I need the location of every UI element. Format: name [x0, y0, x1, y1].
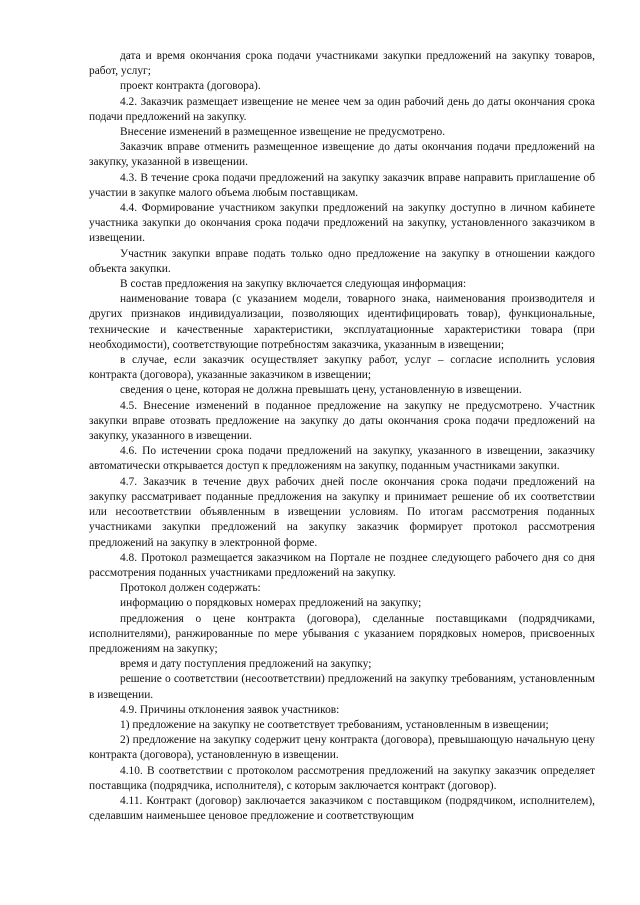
paragraph-15: 4.7. Заказчик в течение двух рабочих дней после окончания срока подачи предложений на закупку рассматривает поданные предложения на закупку и принимает решение об их соответствии или несоответствии объявленным в извещении условиям. По итогам рассмотрения поданных участниками закупки предложений на закупку заказчик формирует протокол рассмотрения предложений на закупку в электронной форме. [89, 475, 595, 549]
paragraph-16: 4.8. Протокол размещается заказчиком на Портале не позднее следующего рабочего дня со дня рассмотрения поданных участниками предложений на закупку. [89, 551, 595, 579]
paragraph-1: дата и время окончания срока подачи участниками закупки предложений на закупку товаров, работ, услуг; [89, 50, 595, 78]
paragraph-23: 1) предложение на закупку не соответствует требованиям, установленным в извещении; [120, 718, 549, 731]
paragraph-10: наименование товара (с указанием модели, товарного знака, наименования производителя и других признаков индивидуализации, позволяющих идентифицировать товар), функциональные, технические и качественные характеристики, эксплуатационные характеристики товара (при необходимости), соответствующие потребностям заказчика, указанным в извещении; [89, 293, 595, 351]
paragraph-21: решение о соответствии (несоответствии) предложений на закупку требованиям, установленным в извещении. [89, 673, 595, 701]
paragraph-6: 4.3. В течение срока подачи предложений на закупку заказчик вправе направить приглашение об участии в закупке малого объема любым поставщикам. [89, 171, 595, 199]
paragraph-12: сведения о цене, которая не должна превышать цену, установленную в извещении. [120, 384, 522, 397]
paragraph-7: 4.4. Формирование участником закупки предложений на закупку доступно в личном кабинете участника закупки до окончания срока подачи предложений на закупку, установленного заказчиком в извещении. [89, 202, 595, 245]
paragraph-17: Протокол должен содержать: [120, 582, 261, 595]
paragraph-22: 4.9. Причины отклонения заявок участников: [120, 703, 340, 716]
paragraph-25: 4.10. В соответствии с протоколом рассмотрения предложений на закупку заказчик определяет поставщика (подрядчика, исполнителя), с которым заключается контракт (договор). [89, 764, 595, 792]
paragraph-3: 4.2. Заказчик размещает извещение не менее чем за один рабочий день до даты окончания срока подачи предложений на закупку. [89, 95, 595, 123]
paragraph-4: Внесение изменений в размещенное извещение не предусмотрено. [120, 126, 446, 139]
paragraph-19: предложения о цене контракта (договора), сделанные поставщиками (подрядчиками, исполнителями), ранжированные по мере убывания с указанием порядковых номеров, присвоенных предложениям на закупку; [89, 612, 595, 655]
paragraph-11: в случае, если заказчик осуществляет закупку работ, услуг – согласие исполнить условия контракта (договора), указанные заказчиком в извещении; [89, 354, 595, 382]
document-page [89, 49, 595, 824]
paragraph-9: В состав предложения на закупку включается следующая информация: [120, 278, 467, 291]
paragraph-20: время и дату поступления предложений на закупку; [120, 658, 372, 671]
paragraph-24: 2) предложение на закупку содержит цену контракта (договора), превышающую начальную цену контракта (договора), установленную в извещении. [89, 734, 595, 762]
paragraph-18: информацию о порядковых номерах предложений на закупку; [120, 597, 422, 610]
paragraph-8: Участник закупки вправе подать только одно предложение на закупку в отношении каждого объекта закупки. [89, 247, 595, 275]
paragraph-2: проект контракта (договора). [120, 80, 261, 93]
paragraph-13: 4.5. Внесение изменений в поданное предложение на закупку не предусмотрено. Участник закупки вправе отозвать предложение на закупку до даты окончания срока подачи предложений на закупку, указанного в извещении. [89, 399, 595, 443]
paragraph-14: 4.6. По истечении срока подачи предложений на закупку, указанного в извещении, заказчику автоматически открывается доступ к предложениям на закупку, поданным участниками закупки. [89, 445, 595, 473]
paragraph-26: 4.11. Контракт (договор) заключается заказчиком с поставщиком (подрядчиком, исполнителем), сделавшим наименьшее ценовое предложение и соответствующим [89, 794, 595, 823]
paragraph-5: Заказчик вправе отменить размещенное извещение до даты окончания подачи предложений на закупку, указанной в извещении. [89, 141, 595, 169]
